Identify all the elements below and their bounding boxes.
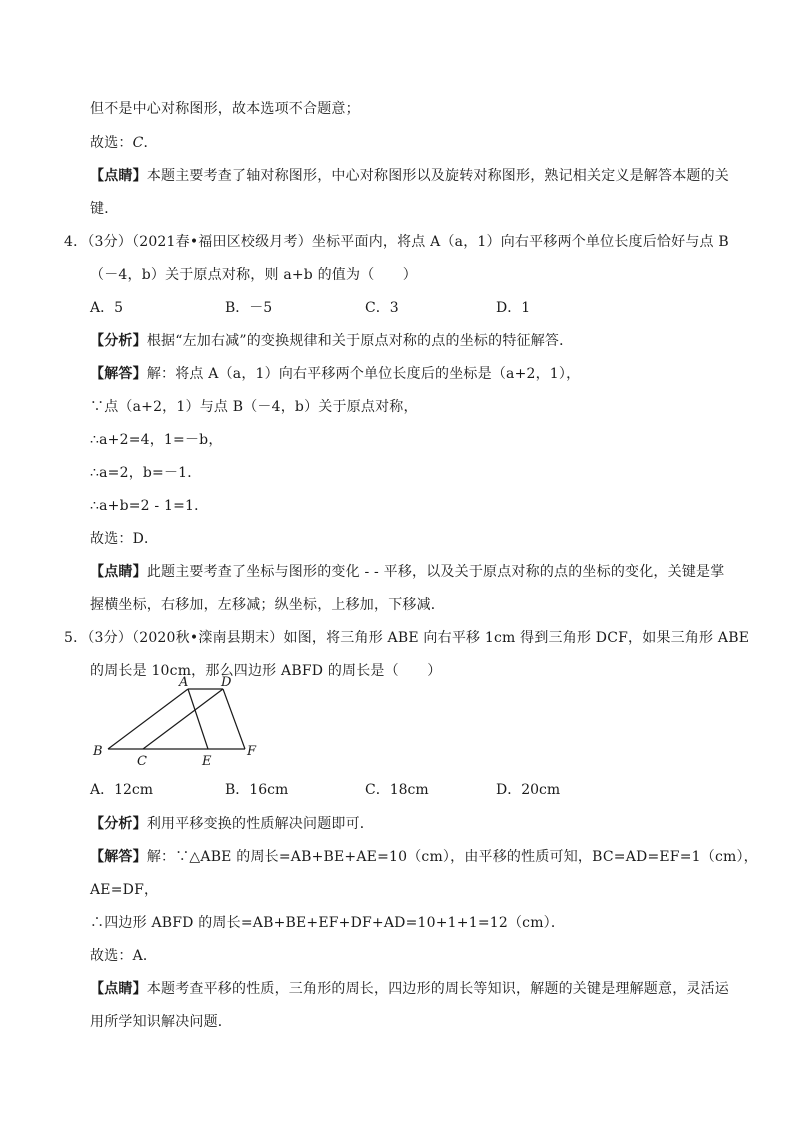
segment-dc [143,689,223,749]
point-label-b: B [93,744,103,759]
comment-tag: 【点睛】 [90,168,147,184]
point-label-e: E [202,754,212,769]
q4-option-b: B．－5 [225,300,273,316]
q5-stem-text-1: （3分）（2020秋•滦南县期末）如图，将三角形 ABE 向右平移 1cm 得到三角形 DCF，如果三角形 ABE [87,630,750,646]
q4-stem-line-1 [64,233,729,251]
q5-number: 5． [64,630,88,646]
q4-step-4: ∴a=2，b=－1． [90,465,202,481]
q4-option-c: C．3 [365,300,399,316]
segment-df [223,689,245,749]
q4-comment-text: 此题主要考查了坐标与图形的变化 - - 平移，以及关于原点对称的点的坐标的变化，关键是掌 [146,564,725,580]
q5-solution-tag: 【解答】 [90,849,147,865]
q4-solution-text: 解：将点 A（a，1）向右平移两个单位长度后的坐标是（a+2，1）， [146,366,581,382]
q4-analysis-tag: 【分析】 [90,333,147,349]
q4-comment-tag: 【点睛】 [90,564,147,580]
answer-end: ． [143,135,158,151]
q5-analysis-text: 利用平移变换的性质解决问题即可． [146,816,375,832]
q5-option-d: D．20cm [496,782,561,798]
prev-comment-line-1 [90,167,729,185]
segment-ae [188,689,208,749]
q4-stem-text-1: （3分）（2021春•福田区校级月考）坐标平面内，将点 A（a，1）向右平移两个单位长度后恰好与点 B [87,234,729,250]
q5-stem-line-1 [64,629,749,647]
q4-number: 4． [64,234,88,250]
q4-step-5: ∴a+b=2 - 1=1． [90,498,209,514]
q4-solution [90,365,580,383]
q5-option-c: C．18cm [365,782,429,798]
q4-comment-line-2: 握横坐标，右移加，左移减；纵坐标，上移加，下移减． [90,597,445,613]
comment-text: 本题主要考查了轴对称图形，中心对称图形以及旋转对称图形，熟记相关定义是解答本题的关 [146,168,730,184]
q4-option-a: A．5 [90,300,124,316]
q5-option-b: B．16cm [225,782,289,798]
q5-comment-line-2: 用所学知识解决问题． [90,1014,232,1030]
prev-answer [90,134,158,152]
segment-ab [108,689,188,749]
q5-stem-line-2: 的周长是 10cm，那么四边形 ABFD 的周长是（ ） [90,663,442,679]
prev-solution-line: 但不是中心对称图形，故本选项不合题意； [90,101,360,117]
q4-analysis [90,332,573,350]
point-label-a: A [179,675,189,690]
q5-comment-tag: 【点睛】 [90,981,147,997]
q5-comment-line-1 [90,980,729,998]
q4-stem-line-2: （－4，b）关于原点对称，则 a+b 的值为（ ） [90,267,418,283]
answer-prefix: 故选： [90,135,133,151]
q4-comment-line-1 [90,563,724,581]
q5-solution [90,848,758,866]
point-label-d: D [221,675,232,690]
q5-option-a: A．12cm [90,782,154,798]
q4-options [90,299,690,317]
q5-solution-text: 解：∵△ABE 的周长=AB+BE+AE=10（cm），由平移的性质可知，BC=AD=EF=1（cm）， [146,849,758,865]
q4-answer: 故选：D． [90,531,159,547]
point-label-c: C [137,754,147,769]
q5-analysis [90,815,374,833]
q5-analysis-tag: 【分析】 [90,816,147,832]
q5-step-2: AE=DF， [90,882,159,898]
answer-letter: C [132,135,144,151]
q4-step-2: ∵点（a+2，1）与点 B（－4，b）关于原点对称， [90,399,418,415]
q5-step-3: ∴四边形 ABFD 的周长=AB+BE+EF+DF+AD=10+1+1=12（cm）． [90,915,566,931]
q4-step-3: ∴a+2=4，1=－b， [90,432,223,448]
q5-options [90,781,690,799]
q4-solution-tag: 【解答】 [90,366,147,382]
q4-option-d: D．1 [496,300,531,316]
q5-comment-text: 本题考查平移的性质，三角形的周长，四边形的周长等知识，解题的关键是理解题意，灵活运 [146,981,730,997]
q5-answer: 故选：A． [90,948,158,964]
prev-comment-line-2: 键． [90,201,119,217]
translation-figure [90,668,270,772]
point-label-f: F [247,744,257,759]
q4-analysis-text: 根据“左加右减”的变换规律和关于原点对称的点的坐标的特征解答． [146,333,574,349]
